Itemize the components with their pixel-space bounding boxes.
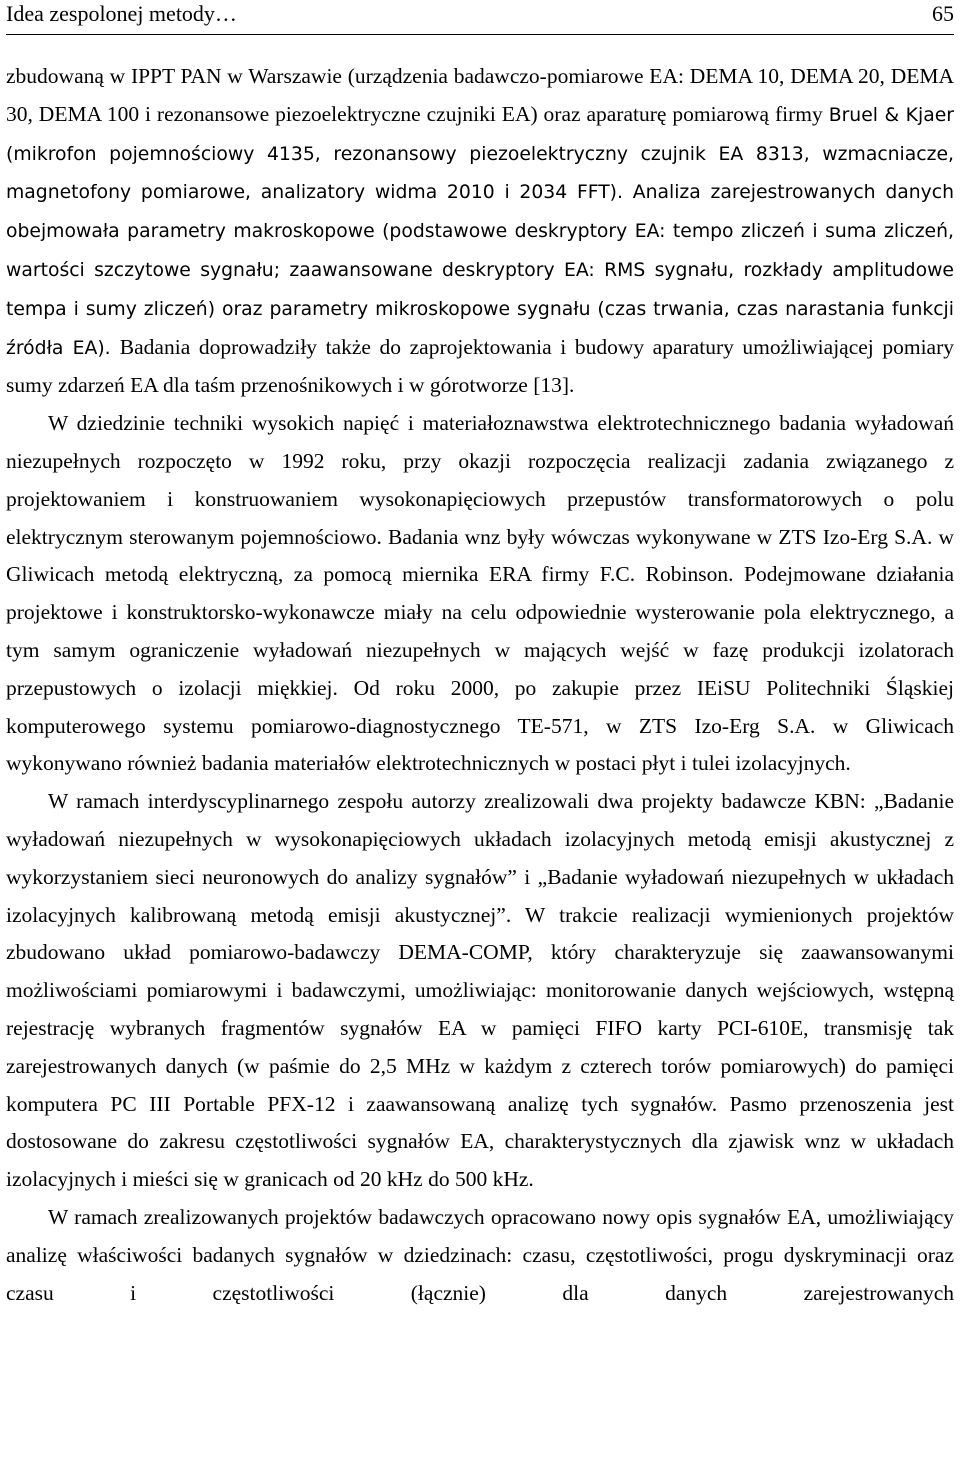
paragraph-1-segment-3: Badania doprowadziły także do zaprojektowania i budowy aparatury umożliwiającej pomiary sumy zdarzeń EA dla taśm przenośnikowych i w górotworze [13]. [6, 334, 954, 398]
running-title: Idea zespolonej metody… [6, 1, 237, 26]
page-header [6, 0, 954, 35]
paragraph-1 [6, 58, 954, 405]
page-number: 65 [932, 1, 954, 26]
body-text [6, 58, 954, 1312]
paragraph-4-text: W ramach zrealizowanych projektów badawczych opracowano nowy opis sygnałów EA, umożliwiający analizę właściwości badanych sygnałów w dziedzinach: czasu, częstotliwości, progu dyskryminacji oraz czasu i częstotliwości (łącznie) dla danych zarejestrowanych [6, 1204, 954, 1305]
paragraph-4 [6, 1199, 954, 1312]
paragraph-2-text: W dziedzinie techniki wysokich napięć i materiałoznawstwa elektrotechnicznego badania wyładowań niezupełnych rozpoczęto w 1992 roku, przy okazji rozpoczęcia realizacji zadania związanego z projektowaniem i konstruowaniem wysokonapięciowych przepustów transformatorowych o polu elektrycznym sterowanym pojemnościowo. Badania wnz były wówczas wykonywane w ZTS Izo-Erg S.A. w Gliwicach metodą elektryczną, za pomocą miernika ERA firmy F.C. Robinson. Podejmowane działania projektowe i konstruktorsko-wykonawcze miały na celu odpowiednie wysterowanie pola elektrycznego, a tym samym ograniczenie wyładowań niezupełnych w mających wejść w fazę produkcji izolatorach przepustowych o izolacji miękkiej. Od roku 2000, po zakupie przez IEiSU Politechniki Śląskiej komputerowego systemu pomiarowo-diagnostycznego TE-571, w ZTS Izo-Erg S.A. w Gliwicach wykonywano również badania materiałów elektrotechnicznych w postaci płyt i tulei izolacyjnych. [6, 411, 954, 776]
paragraph-1-segment-1: zbudowaną w IPPT PAN w Warszawie (urządzenia badawczo-pomiarowe EA: DEMA 10, DEMA 20, DEMA 30, DEMA 100 i rezonansowe piezoelektryczne czujniki EA) oraz aparaturę pomiarową firmy [6, 64, 954, 126]
paragraph-1-segment-2: Bruel & Kjaer (mikrofon pojemnościowy 4135, rezonansowy piezoelektryczny czujnik EA 8313, wzmacniacze, magnetofony pomiarowe, analizatory widma 2010 i 2034 FFT). Analiza zarejestrowanych danych obejmowała parametry makroskopowe (podstawowe deskryptory EA: tempo zliczeń i suma zliczeń, wartości szczytowe sygnału; zaawansowane deskryptory EA: RMS sygnału, rozkłady amplitudowe tempa i sumy zliczeń) oraz parametry mikroskopowe sygnału (czas trwania, czas narastania funkcji źródła EA). [6, 104, 954, 359]
paragraph-3 [6, 783, 954, 1199]
paragraph-3-text: W ramach interdyscyplinarnego zespołu autorzy zrealizowali dwa projekty badawcze KBN: „Badanie wyładowań niezupełnych w wysokonapięciowych układach izolacyjnych metodą emisji akustycznej z wykorzystaniem sieci neuronowych do analizy sygnałów” i „Badanie wyładowań niezupełnych w układach izolacyjnych kalibrowaną metodą emisji akustycznej”. W trakcie realizacji wymienionych projektów zbudowano układ pomiarowo-badawczy DEMA-COMP, który charakteryzuje się zaawansowanymi możliwościami pomiarowymi i badawczymi, umożliwiając: monitorowanie danych wejściowych, wstępną rejestrację wybranych fragmentów sygnałów EA w pamięci FIFO karty PCI-610E, transmisję tak zarejestrowanych danych (w paśmie do 2,5 MHz w każdym z czterech torów pomiarowych) do pamięci komputera PC III Portable PFX-12 i zaawansowaną analizę tych sygnałów. Pasmo przenoszenia jest dostosowane do zakresu częstotliwości sygnałów EA, charakterystycznych dla zjawisk wnz w układach izolacyjnych i mieści się w granicach od 20 kHz do 500 kHz. [6, 789, 954, 1192]
paragraph-2 [6, 405, 954, 783]
